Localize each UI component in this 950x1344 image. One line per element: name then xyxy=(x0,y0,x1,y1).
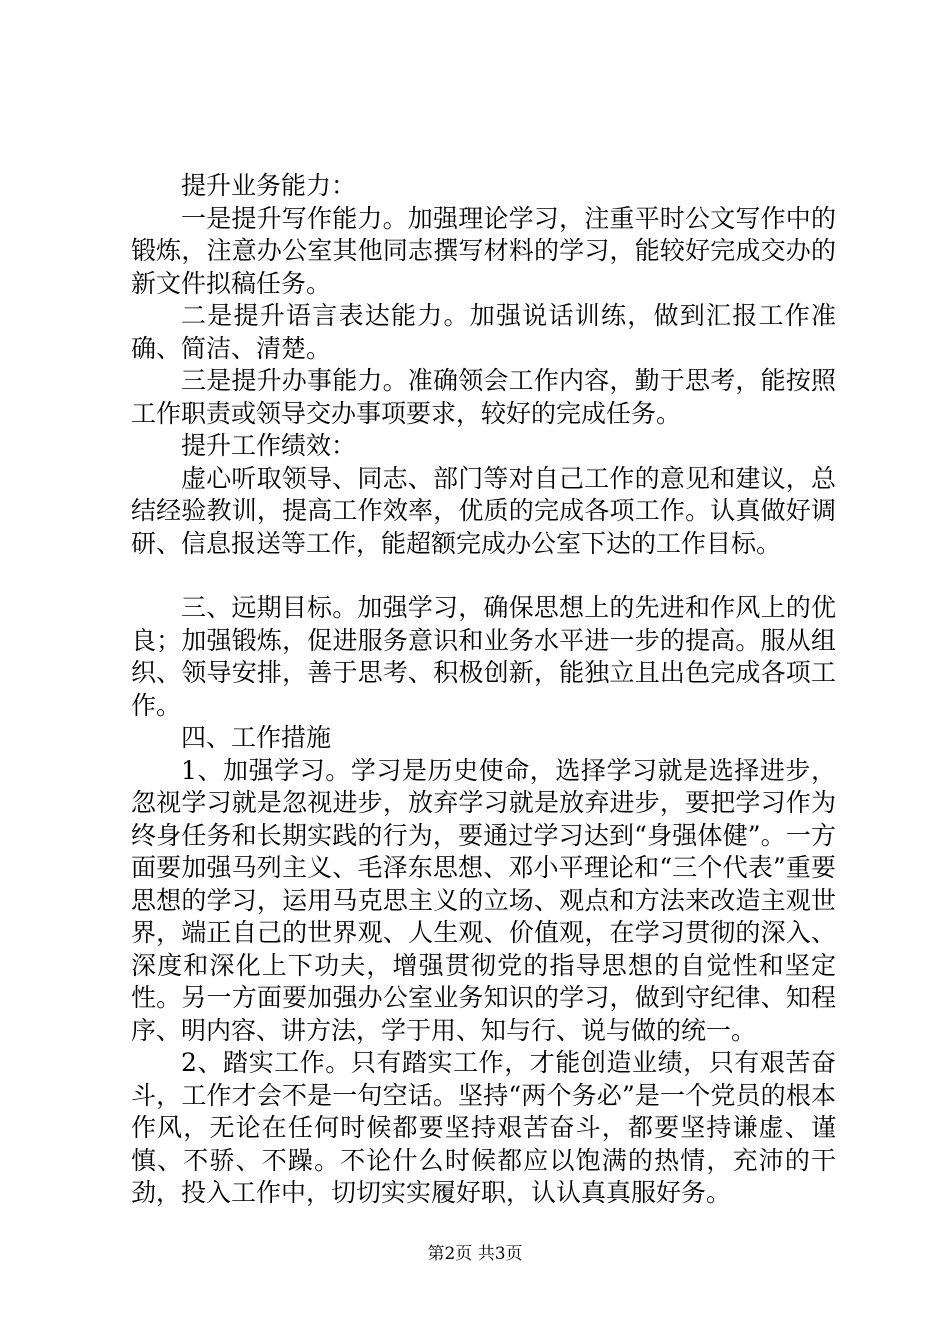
paragraph-writing-ability: 一是提升写作能力。加强理论学习，注重平时公文写作中的锻炼，注意办公室其他同志撰写材料的学习，能较好完成交办的新文件拟稿任务。 xyxy=(131,203,836,298)
paragraph-performance: 虚心听取领导、同志、部门等对自己工作的意见和建议，总结经验教训，提高工作效率，优质的完成各项工作。认真做好调研、信息报送等工作，能超额完成办公室下达的工作目标。 xyxy=(131,463,836,558)
paragraph-heading-measures: 四、工作措施 xyxy=(181,723,332,752)
paragraph-heading-performance: 提升工作绩效： xyxy=(181,431,357,460)
paragraph-expression-ability: 二是提升语言表达能力。加强说话训练，做到汇报工作准确、简洁、清楚。 xyxy=(131,301,836,363)
page-number-indicator: 第2页 共3页 xyxy=(427,1244,523,1264)
paragraph-long-term-goal: 三、远期目标。加强学习，确保思想上的先进和作风上的优良；加强锻炼，促进服务意识和业务水平进一步的提高。服从组织、领导安排，善于思考、积极创新，能独立且出色完成各项工作。 xyxy=(131,593,836,720)
paragraph-heading-business-ability: 提升业务能力： xyxy=(181,171,357,200)
paragraph-handling-ability: 三是提升办事能力。准确领会工作内容，勤于思考，能按照工作职责或领导交办事项要求，较好的完成任务。 xyxy=(131,366,836,428)
paragraph-measure-work: 2、踏实工作。只有踏实工作，才能创造业绩，只有艰苦奋斗，工作才会不是一句空话。坚持“两个务必”是一个党员的根本作风，无论在任何时候都要坚持艰苦奋斗，都要坚持谦虚、谨慎、不骄、不躁。不论什么时候都应以饱满的热情，充沛的干劲，投入工作中，切切实实履好职，认认真真服好务。 xyxy=(131,1048,836,1207)
page-footer xyxy=(0,1244,950,1264)
document-body xyxy=(131,170,836,1210)
paragraph-measure-study: 1、加强学习。学习是历史使命，选择学习就是选择进步，忽视学习就是忽视进步，放弃学习就是放弃进步，要把学习作为终身任务和长期实践的行为，要通过学习达到“身强体健”。一方面要加强马列主义、毛泽东思想、邓小平理论和“三个代表”重要思想的学习，运用马克思主义的立场、观点和方法来改造主观世界，端正自己的世界观、人生观、价值观，在学习贯彻的深入、深度和深化上下功夫，增强贯彻党的指导思想的自觉性和坚定性。另一方面要加强办公室业务知识的学习，做到守纪律、知程序、明内容、讲方法，学于用、知与行、说与做的统一。 xyxy=(131,755,836,1045)
